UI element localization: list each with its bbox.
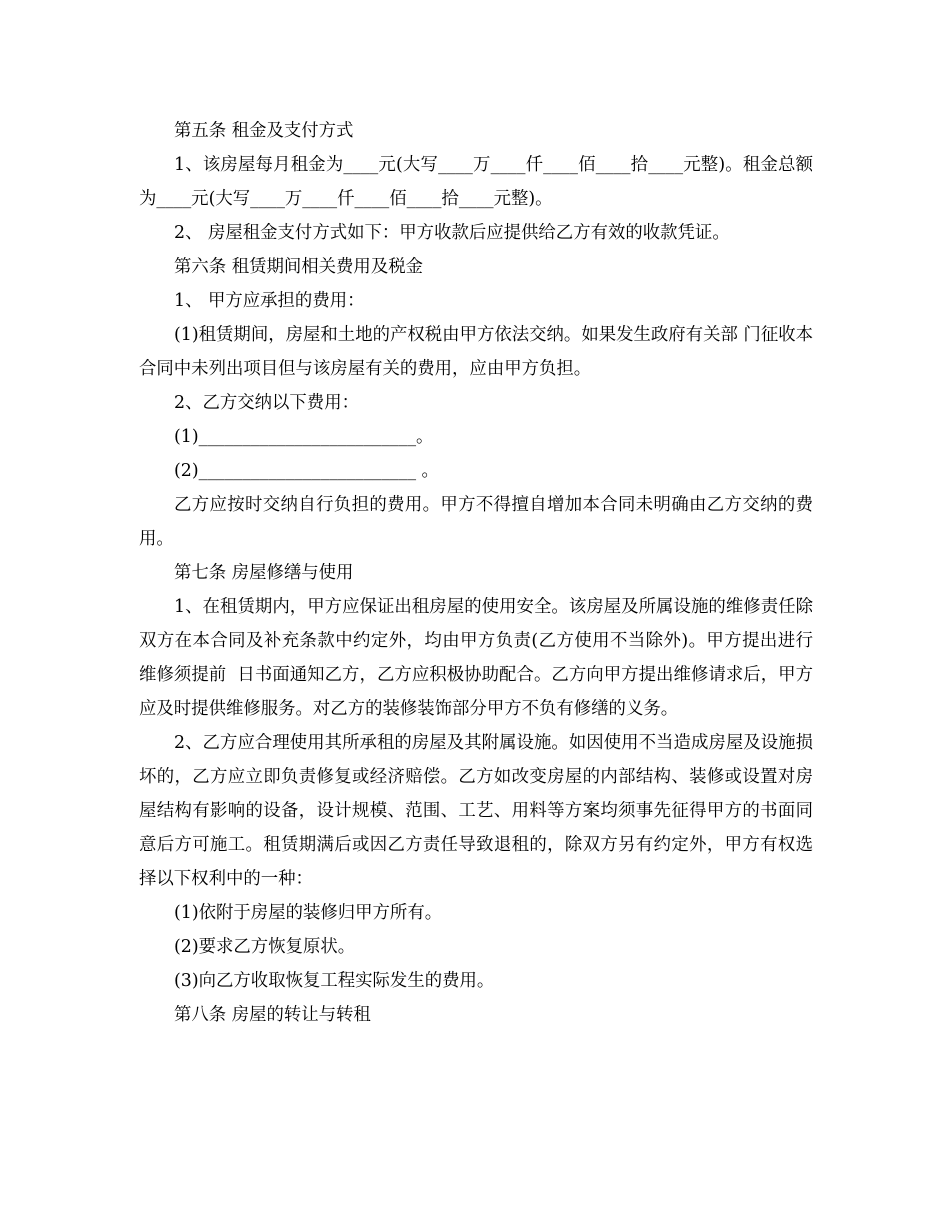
article-6-clause-2-item-2: (2)_________________________ 。 xyxy=(174,461,439,481)
article-5-clause-2: 2、 房屋租金支付方式如下：甲方收款后应提供给乙方有效的收款凭证。 xyxy=(174,223,730,243)
article-6-clause-1-item-1: (1)租赁期间，房屋和土地的产权税由甲方依法交纳。如果发生政府有关部 门征收本合同中未列出项目但与该房屋有关的费用，应由甲方负担。 xyxy=(139,325,813,379)
article-8-heading: 第八条 房屋的转让与转租 xyxy=(174,1005,371,1025)
article-6-clause-2-item-1: (1)_________________________。 xyxy=(174,427,434,447)
article-7-clause-1: 1、在租赁期内，甲方应保证出租房屋的使用安全。该房屋及所属设施的维修责任除双方在本合同及补充条款中约定外，均由甲方负责(乙方使用不当除外)。甲方提出进行维修须提前 日书面通知乙方，乙方应积极协助配合。乙方向甲方提出维修请求后，甲方应及时提供维修服务。对乙方的装修装饰部分甲方不负有修缮的义务。 xyxy=(139,597,813,719)
article-7-clause-2: 2、乙方应合理使用其所承租的房屋及其附属设施。如因使用不当造成房屋及设施损坏的，乙方应立即负责修复或经济赔偿。乙方如改变房屋的内部结构、装修或设置对房屋结构有影响的设备，设计规模、范围、工艺、用料等方案均须事先征得甲方的书面同意后方可施工。租赁期满后或因乙方责任导致退租的，除双方另有约定外，甲方有权选择以下权利中的一种： xyxy=(139,733,813,889)
article-6-heading: 第六条 租赁期间相关费用及税金 xyxy=(174,257,423,277)
article-6-clause-2: 2、乙方交纳以下费用： xyxy=(174,393,359,413)
article-7-heading: 第七条 房屋修缮与使用 xyxy=(174,563,354,583)
article-5-heading: 第五条 租金及支付方式 xyxy=(174,121,354,141)
article-7-clause-2-item-3: (3)向乙方收取恢复工程实际发生的费用。 xyxy=(174,971,495,991)
document-body xyxy=(139,114,813,1032)
article-6-clause-1: 1、 甲方应承担的费用： xyxy=(174,291,365,311)
article-5-clause-1: 1、该房屋每月租金为____元(大写____万____仟____佰____拾____元整)。租金总额为____元(大写____万____仟____佰____拾____元整)。 xyxy=(139,155,813,209)
article-7-clause-2-item-1: (1)依附于房屋的装修归甲方所有。 xyxy=(174,903,443,923)
article-6-note: 乙方应按时交纳自行负担的费用。甲方不得擅自增加本合同未明确由乙方交纳的费用。 xyxy=(139,495,813,549)
article-7-clause-2-item-2: (2)要求乙方恢复原状。 xyxy=(174,937,356,957)
